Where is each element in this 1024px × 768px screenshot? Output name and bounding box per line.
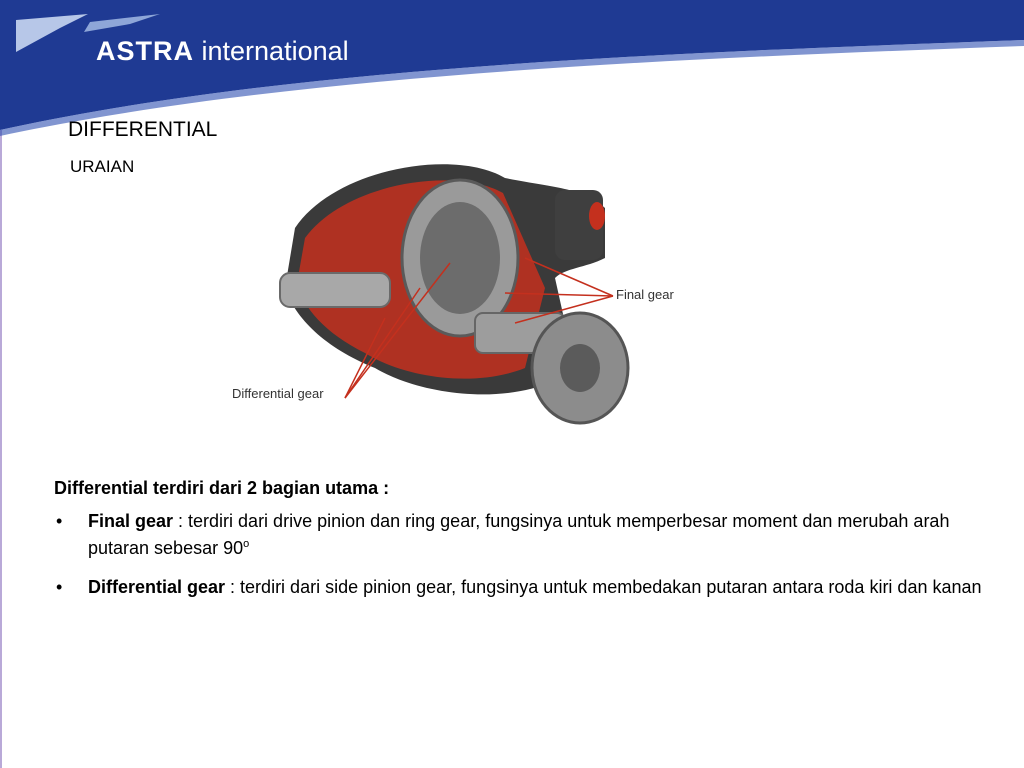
bullet-icon: • xyxy=(56,511,63,531)
bullet-term: Differential gear xyxy=(88,577,226,597)
bullet-text: : terdiri dari side pinion gear, fungsinya untuk membedakan putaran antara roda kiri dan kanan xyxy=(225,577,982,597)
page-subtitle: URAIAN xyxy=(70,157,135,176)
left-border-rule xyxy=(0,130,2,768)
page-title: DIFFERENTIAL xyxy=(68,118,218,141)
content-body xyxy=(54,477,994,615)
bullet-icon: • xyxy=(56,577,63,597)
list-item xyxy=(54,510,994,560)
logo-sub: international xyxy=(201,36,349,66)
list-item xyxy=(54,576,994,599)
bullet-text: : terdiri dari drive pinion dan ring gear, fungsinya untuk memperbesar moment dan merubah arah putaran sebesar 90 xyxy=(88,511,950,558)
intro-text: Differential terdiri dari 2 bagian utama : xyxy=(54,478,390,498)
callout-differential-gear: Differential gear xyxy=(232,386,324,401)
logo-brand: ASTRA xyxy=(96,36,194,66)
company-logo xyxy=(96,36,349,67)
degree-superscript: o xyxy=(243,538,250,550)
bullet-term: Final gear xyxy=(88,511,174,531)
callout-final-gear: Final gear xyxy=(616,287,674,302)
